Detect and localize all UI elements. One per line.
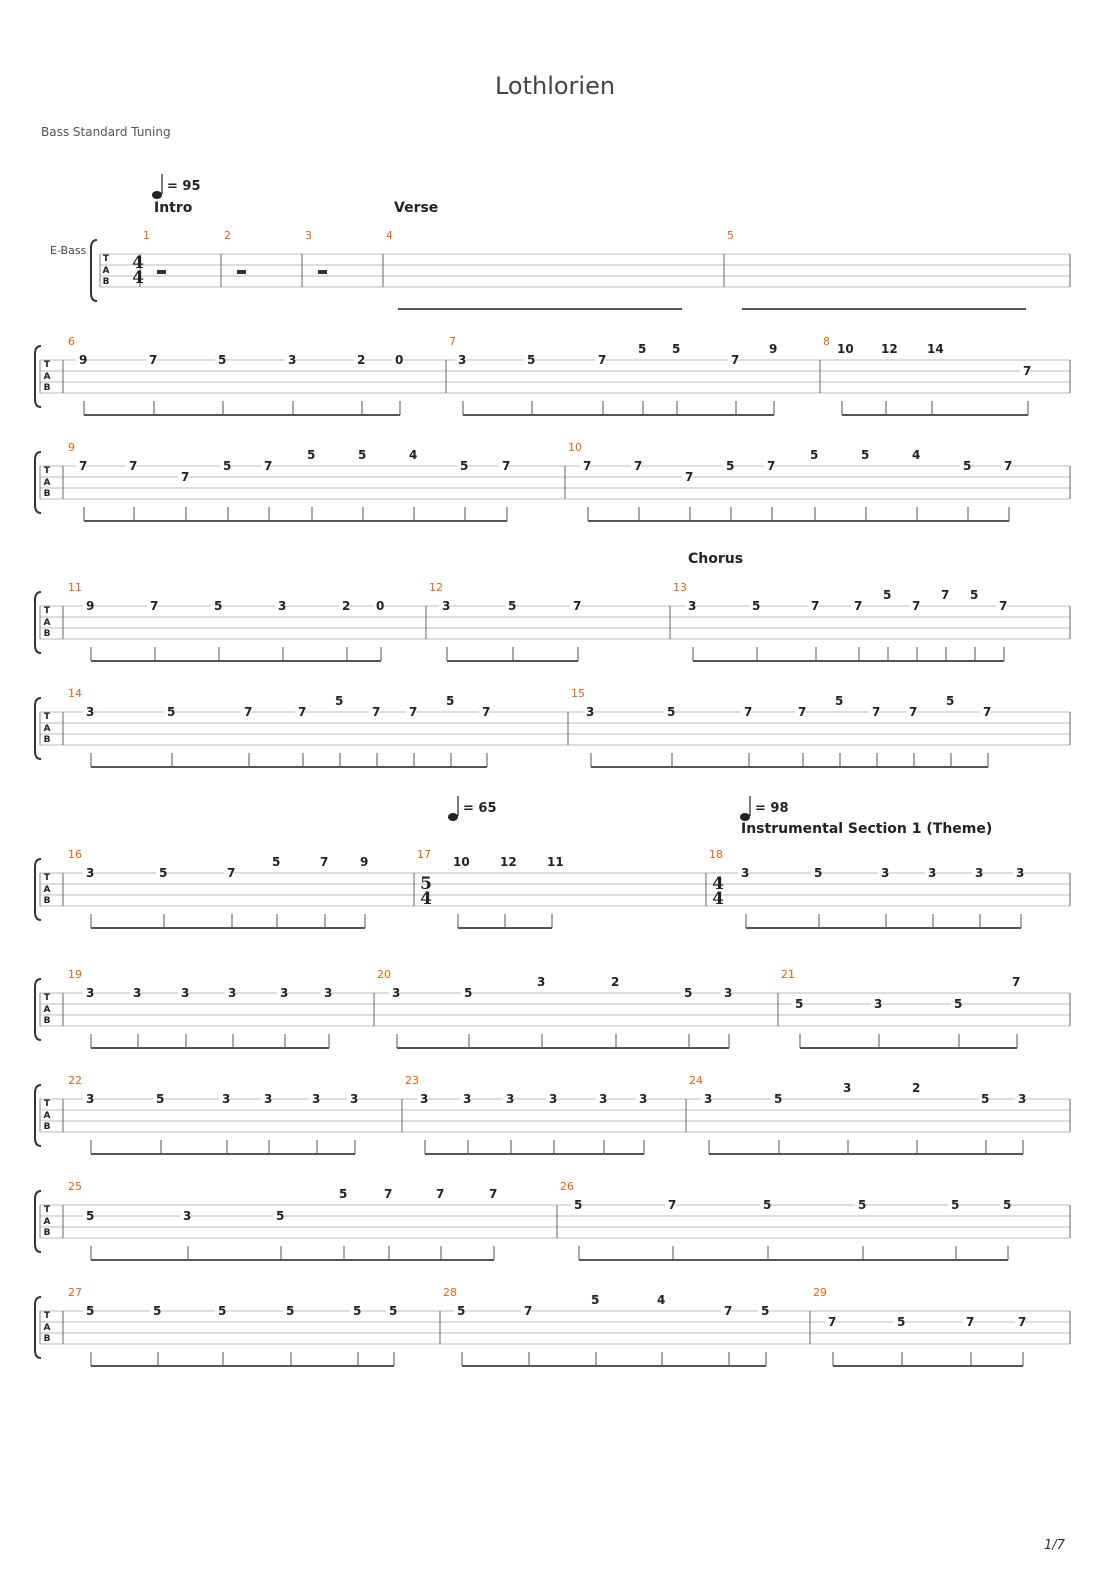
fret-number: 5 [591, 1293, 600, 1307]
time-sig-top: 4 [132, 253, 144, 273]
half-rest [318, 270, 327, 274]
fret-number: 9 [79, 353, 88, 367]
fret-number: 7 [854, 599, 863, 613]
fret-number: 3 [442, 599, 451, 613]
fret-number: 7 [966, 1315, 975, 1329]
fret-number: 7 [264, 459, 273, 473]
fret-number: 7 [150, 599, 159, 613]
fret-number: 7 [583, 459, 592, 473]
tab-clef-a: A [43, 1323, 51, 1333]
tempo-mark: = 95 [167, 179, 201, 194]
fret-number: 5 [672, 342, 681, 356]
fret-number: 9 [769, 342, 778, 356]
fret-number: 5 [214, 599, 223, 613]
fret-number: 5 [638, 342, 647, 356]
fret-number: 7 [1012, 975, 1021, 989]
tab-clef-a: A [43, 1005, 51, 1015]
tempo-note-head [448, 813, 458, 821]
fret-number: 7 [79, 459, 88, 473]
fret-number: 7 [685, 470, 694, 484]
fret-number: 5 [167, 705, 176, 719]
tab-clef-a: A [43, 372, 51, 382]
section-label: Instrumental Section 1 (Theme) [741, 821, 993, 837]
fret-number: 5 [286, 1304, 295, 1318]
fret-number: 3 [288, 353, 297, 367]
fret-number: 5 [389, 1304, 398, 1318]
fret-number: 7 [731, 353, 740, 367]
tempo-mark: = 65 [463, 801, 497, 816]
bar-number: 24 [689, 1074, 703, 1087]
tab-clef-b: B [43, 735, 51, 745]
fret-number: 3 [86, 1092, 95, 1106]
fret-number: 7 [798, 705, 807, 719]
time-sig-bottom: 4 [420, 889, 432, 909]
fret-number: 3 [599, 1092, 608, 1106]
fret-number: 7 [524, 1304, 533, 1318]
fret-number: 5 [774, 1092, 783, 1106]
bar-number: 20 [377, 968, 391, 981]
fret-number: 3 [324, 986, 333, 1000]
tab-clef-t: T [43, 1311, 51, 1321]
bar-number: 18 [709, 848, 723, 861]
fret-number: 5 [153, 1304, 162, 1318]
fret-number: 5 [508, 599, 517, 613]
fret-number: 3 [741, 866, 750, 880]
fret-number: 5 [1003, 1198, 1012, 1212]
bar-number: 5 [727, 229, 734, 242]
tab-clef-t: T [43, 712, 51, 722]
fret-number: 3 [86, 705, 95, 719]
bar-number: 1 [143, 229, 150, 242]
tab-clef-b: B [43, 1334, 51, 1344]
fret-number: 5 [86, 1304, 95, 1318]
tab-clef-a: A [43, 618, 51, 628]
tab-clef-b: B [43, 629, 51, 639]
fret-number: 12 [881, 342, 898, 356]
fret-number: 3 [228, 986, 237, 1000]
bar-number: 26 [560, 1180, 574, 1193]
fret-number: 7 [811, 599, 820, 613]
fret-number: 7 [149, 353, 158, 367]
tab-clef-b: B [43, 1016, 51, 1026]
tab-clef-t: T [43, 360, 51, 370]
fret-number: 3 [1018, 1092, 1027, 1106]
fret-number: 7 [668, 1198, 677, 1212]
tab-clef-b: B [43, 489, 51, 499]
tab-clef-a: A [43, 478, 51, 488]
fret-number: 5 [353, 1304, 362, 1318]
tab-clef-t: T [43, 606, 51, 616]
tuning-label: Bass Standard Tuning [41, 125, 171, 139]
fret-number: 7 [298, 705, 307, 719]
tab-clef-a: A [102, 266, 110, 276]
fret-number: 3 [874, 997, 883, 1011]
section-label: Intro [154, 200, 193, 216]
fret-number: 5 [684, 986, 693, 1000]
bar-number: 7 [449, 335, 456, 348]
fret-number: 7 [227, 866, 236, 880]
fret-number: 3 [278, 599, 287, 613]
fret-number: 5 [218, 1304, 227, 1318]
fret-number: 5 [861, 448, 870, 462]
fret-number: 7 [999, 599, 1008, 613]
tab-clef-b: B [102, 277, 110, 287]
fret-number: 7 [828, 1315, 837, 1329]
bar-number: 4 [386, 229, 393, 242]
fret-number: 7 [129, 459, 138, 473]
fret-number: 5 [763, 1198, 772, 1212]
tab-clef-a: A [43, 1111, 51, 1121]
tab-clef-b: B [43, 1228, 51, 1238]
tab-clef-a: A [43, 1217, 51, 1227]
tempo-mark: = 98 [755, 801, 789, 816]
fret-number: 3 [86, 986, 95, 1000]
fret-number: 14 [927, 342, 944, 356]
fret-number: 2 [342, 599, 351, 613]
fret-number: 5 [159, 866, 168, 880]
fret-number: 5 [897, 1315, 906, 1329]
fret-number: 3 [222, 1092, 231, 1106]
bar-number: 21 [781, 968, 795, 981]
bar-number: 12 [429, 581, 443, 594]
fret-number: 2 [611, 975, 620, 989]
tab-clef-t: T [43, 873, 51, 883]
fret-number: 3 [280, 986, 289, 1000]
fret-number: 3 [506, 1092, 515, 1106]
fret-number: 7 [1018, 1315, 1027, 1329]
section-label: Chorus [688, 551, 744, 567]
fret-number: 5 [858, 1198, 867, 1212]
fret-number: 7 [482, 705, 491, 719]
fret-number: 7 [1004, 459, 1013, 473]
fret-number: 7 [909, 705, 918, 719]
fret-number: 5 [460, 459, 469, 473]
fret-number: 7 [573, 599, 582, 613]
bar-number: 22 [68, 1074, 82, 1087]
instrument-label: E-Bass [50, 244, 87, 257]
fret-number: 3 [312, 1092, 321, 1106]
fret-number: 5 [574, 1198, 583, 1212]
fret-number: 5 [752, 599, 761, 613]
fret-number: 5 [527, 353, 536, 367]
fret-number: 3 [549, 1092, 558, 1106]
time-sig-bottom: 4 [132, 268, 144, 288]
fret-number: 7 [744, 705, 753, 719]
fret-number: 4 [409, 448, 418, 462]
bar-number: 3 [305, 229, 312, 242]
tab-clef-a: A [43, 885, 51, 895]
tab-clef-t: T [43, 993, 51, 1003]
fret-number: 4 [657, 1293, 666, 1307]
bar-number: 9 [68, 441, 75, 454]
fret-number: 5 [156, 1092, 165, 1106]
fret-number: 7 [244, 705, 253, 719]
bar-number: 29 [813, 1286, 827, 1299]
fret-number: 9 [86, 599, 95, 613]
fret-number: 7 [502, 459, 511, 473]
fret-number: 3 [181, 986, 190, 1000]
fret-number: 7 [320, 855, 329, 869]
fret-number: 3 [586, 705, 595, 719]
fret-number: 5 [464, 986, 473, 1000]
bar-number: 15 [571, 687, 585, 700]
fret-number: 5 [218, 353, 227, 367]
fret-number: 5 [795, 997, 804, 1011]
fret-number: 5 [835, 694, 844, 708]
fret-number: 5 [223, 459, 232, 473]
fret-number: 3 [928, 866, 937, 880]
fret-number: 7 [983, 705, 992, 719]
fret-number: 5 [981, 1092, 990, 1106]
fret-number: 7 [724, 1304, 733, 1318]
tab-clef-t: T [102, 254, 110, 264]
fret-number: 5 [954, 997, 963, 1011]
tab-clef-b: B [43, 1122, 51, 1132]
fret-number: 7 [181, 470, 190, 484]
fret-number: 3 [86, 866, 95, 880]
bar-number: 6 [68, 335, 75, 348]
tab-clef-t: T [43, 466, 51, 476]
bar-number: 19 [68, 968, 82, 981]
fret-number: 7 [372, 705, 381, 719]
fret-number: 3 [183, 1209, 192, 1223]
fret-number: 7 [436, 1187, 445, 1201]
page-number: 1/7 [1044, 1538, 1065, 1553]
bar-number: 25 [68, 1180, 82, 1193]
fret-number: 9 [360, 855, 369, 869]
tab-clef-t: T [43, 1205, 51, 1215]
fret-number: 3 [704, 1092, 713, 1106]
fret-number: 5 [457, 1304, 466, 1318]
bar-number: 14 [68, 687, 82, 700]
fret-number: 5 [335, 694, 344, 708]
bar-number: 17 [417, 848, 431, 861]
fret-number: 5 [86, 1209, 95, 1223]
fret-number: 7 [767, 459, 776, 473]
fret-number: 0 [376, 599, 385, 613]
tab-clef-b: B [43, 896, 51, 906]
fret-number: 3 [688, 599, 697, 613]
bar-number: 13 [673, 581, 687, 594]
fret-number: 7 [384, 1187, 393, 1201]
fret-number: 3 [724, 986, 733, 1000]
fret-number: 3 [975, 866, 984, 880]
bar-number: 16 [68, 848, 82, 861]
fret-number: 3 [639, 1092, 648, 1106]
section-label: Verse [394, 200, 439, 216]
fret-number: 5 [951, 1198, 960, 1212]
tempo-note-head [740, 813, 750, 821]
fret-number: 12 [500, 855, 517, 869]
fret-number: 5 [307, 448, 316, 462]
tab-clef-t: T [43, 1099, 51, 1109]
fret-number: 7 [489, 1187, 498, 1201]
fret-number: 3 [458, 353, 467, 367]
fret-number: 3 [350, 1092, 359, 1106]
time-sig-bottom: 4 [712, 889, 724, 909]
fret-number: 3 [843, 1081, 852, 1095]
fret-number: 5 [810, 448, 819, 462]
fret-number: 3 [463, 1092, 472, 1106]
fret-number: 3 [537, 975, 546, 989]
bar-number: 23 [405, 1074, 419, 1087]
fret-number: 7 [912, 599, 921, 613]
score-title: Lothlorien [494, 72, 616, 100]
fret-number: 5 [272, 855, 281, 869]
bar-number: 10 [568, 441, 582, 454]
fret-number: 2 [357, 353, 366, 367]
fret-number: 3 [420, 1092, 429, 1106]
fret-number: 5 [963, 459, 972, 473]
fret-number: 7 [409, 705, 418, 719]
fret-number: 7 [634, 459, 643, 473]
fret-number: 5 [339, 1187, 348, 1201]
bar-number: 11 [68, 581, 82, 594]
fret-number: 7 [872, 705, 881, 719]
tab-clef-a: A [43, 724, 51, 734]
time-sig-top: 5 [420, 874, 432, 894]
bar-number: 27 [68, 1286, 82, 1299]
fret-number: 7 [598, 353, 607, 367]
fret-number: 3 [1016, 866, 1025, 880]
fret-number: 7 [941, 588, 950, 602]
system-bracket [91, 240, 97, 301]
fret-number: 5 [761, 1304, 770, 1318]
fret-number: 3 [133, 986, 142, 1000]
time-sig-top: 4 [712, 874, 724, 894]
fret-number: 11 [547, 855, 564, 869]
fret-number: 5 [726, 459, 735, 473]
fret-number: 5 [446, 694, 455, 708]
fret-number: 5 [667, 705, 676, 719]
fret-number: 3 [392, 986, 401, 1000]
fret-number: 5 [946, 694, 955, 708]
fret-number: 0 [395, 353, 404, 367]
fret-number: 5 [276, 1209, 285, 1223]
bar-number: 8 [823, 335, 830, 348]
bar-number: 2 [224, 229, 231, 242]
tempo-note-head [152, 191, 162, 199]
fret-number: 5 [970, 588, 979, 602]
bar-number: 28 [443, 1286, 457, 1299]
fret-number: 3 [264, 1092, 273, 1106]
fret-number: 5 [358, 448, 367, 462]
fret-number: 7 [1023, 364, 1032, 378]
tab-clef-b: B [43, 383, 51, 393]
fret-number: 10 [837, 342, 854, 356]
fret-number: 2 [912, 1081, 921, 1095]
fret-number: 10 [453, 855, 470, 869]
fret-number: 5 [883, 588, 892, 602]
fret-number: 5 [814, 866, 823, 880]
half-rest [157, 270, 166, 274]
half-rest [237, 270, 246, 274]
fret-number: 4 [912, 448, 921, 462]
fret-number: 3 [881, 866, 890, 880]
